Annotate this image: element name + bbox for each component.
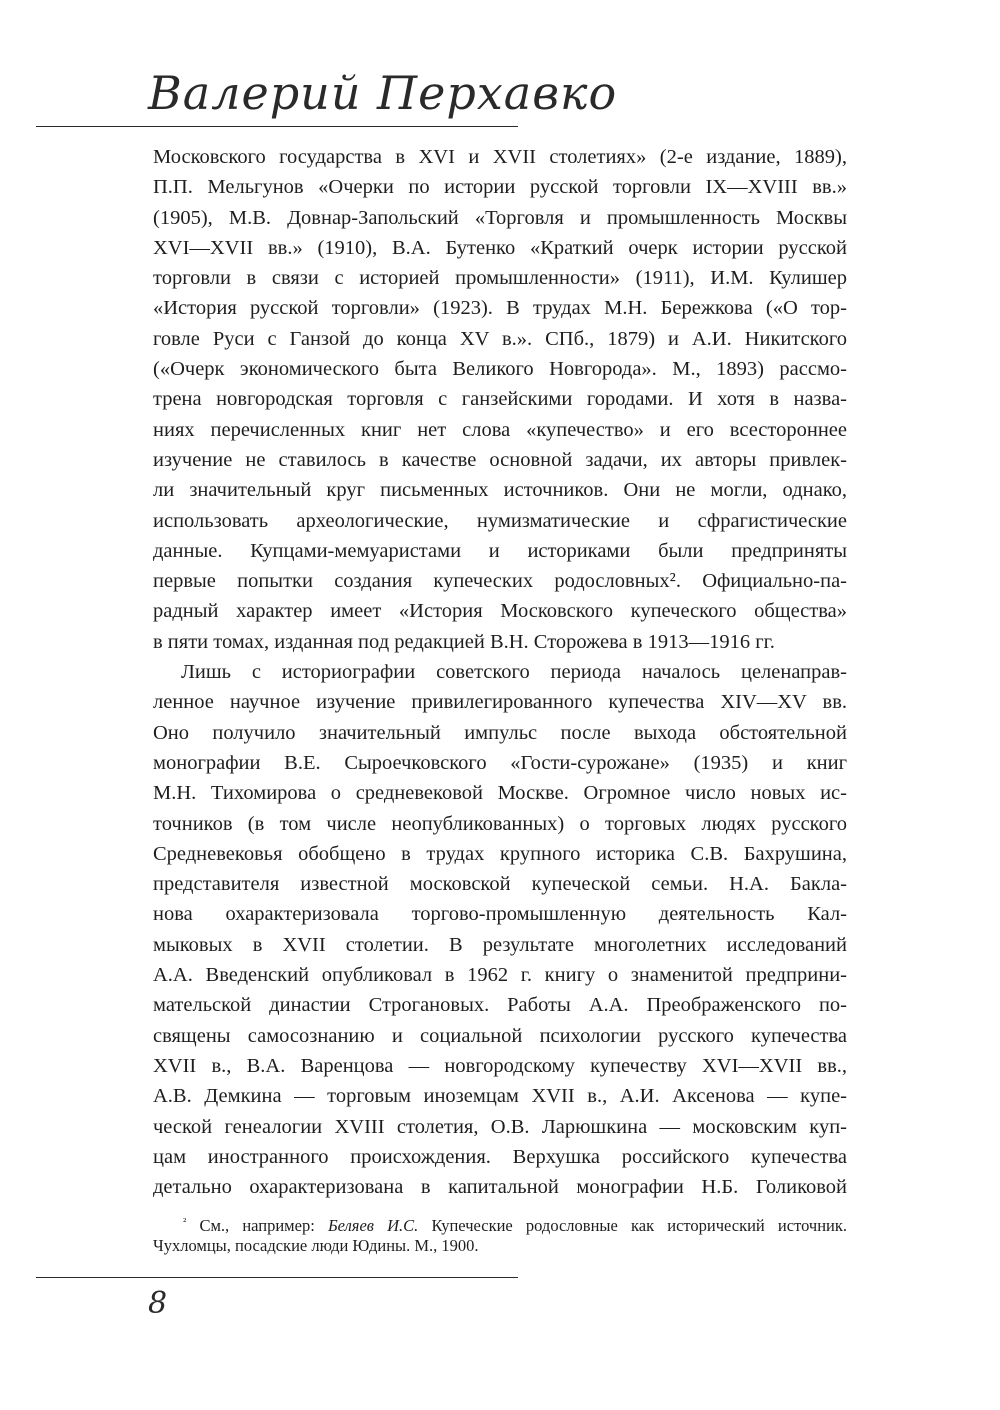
body-line: представителя известной московской купеческой семьи. Н.А. Бакла- (153, 873, 847, 896)
body-line: данные. Купцами-мемуаристами и историками были предприняты (153, 539, 847, 562)
body-line: детально охарактеризована в капитальной монографии Н.Б. Голиковой (153, 1176, 847, 1199)
body-line: цам иностранного происхождения. Верхушка российского купечества (153, 1145, 847, 1168)
footnote-title: Купеческие родословные как исторический источник. (418, 1216, 848, 1235)
body-line: нова охарактеризовала торгово-промышленную деятельность Кал- (153, 903, 847, 926)
body-line: мательской династии Строгановых. Работы А.А. Преображенского по- (153, 994, 847, 1017)
header-rule (36, 126, 518, 127)
body-line: А.В. Демкина — торговым иноземцам XVII в., А.И. Аксенова — купе- (153, 1085, 847, 1108)
body-line: первые попытки создания купеческих родословных². Официально-па- (153, 570, 847, 593)
page-number: 8 (148, 1286, 168, 1321)
body-line: М.Н. Тихомирова о средневековой Москве. Огромное число новых ис- (153, 782, 847, 805)
footer-rule (36, 1277, 518, 1278)
footnote-marker: ² (183, 1216, 187, 1228)
footnote-prefix: См., например: (186, 1216, 328, 1235)
body-line: торговли в связи с историей промышленности» (1911), И.М. Кулишер (153, 267, 847, 290)
body-line: трена новгородская торговля с ганзейскими городами. И хотя в назва- (153, 388, 847, 411)
body-line: XVI—XVII вв.» (1910), В.А. Бутенко «Краткий очерк истории русской (153, 236, 847, 259)
body-line: использовать археологические, нумизматические и сфрагистические (153, 509, 847, 532)
footnote-line: Чухломцы, посадские люди Юдины. М., 1900. (153, 1236, 479, 1255)
body-line: священы самосознанию и социальной психологии русского купечества (153, 1024, 847, 1047)
body-line: говле Руси с Ганзой до конца XV в.». СПб., 1879) и А.И. Никитского (153, 327, 847, 350)
body-line: («Очерк экономического быта Великого Новгорода». М., 1893) рассмо- (153, 358, 847, 381)
body-line: Лишь с историографии советского периода началось целенаправ- (181, 661, 847, 684)
body-line: изучение не ставилось в качестве основной задачи, их авторы привлек- (153, 448, 847, 471)
running-title: Валерий Перхавко (148, 66, 618, 120)
body-line: мыковых в XVII столетии. В результате многолетних исследований (153, 933, 847, 956)
body-line: XVII в., В.А. Варенцова — новгородскому купечеству XVI—XVII вв., (153, 1054, 847, 1077)
body-line: точников (в том числе неопубликованных) о торговых людях русского (153, 812, 847, 835)
body-text (153, 142, 847, 1202)
body-line: (1905), М.В. Довнар-Запольский «Торговля и промышленность Москвы (153, 206, 847, 229)
body-line: Средневековья обобщено в трудах крупного историка С.В. Бахрушина, (153, 842, 847, 865)
body-line: ленное научное изучение привилегированного купечества XIV—XV вв. (153, 691, 847, 714)
body-line: ли значительный круг письменных источников. Они не могли, однако, (153, 479, 847, 502)
body-line: монографии В.Е. Сыроечковского «Гости-сурожане» (1935) и книг (153, 751, 847, 774)
body-line: ниях перечисленных книг нет слова «купечество» и его всестороннее (153, 418, 847, 441)
body-line: «История русской торговли» (1923). В трудах М.Н. Бережкова («О тор- (153, 297, 847, 320)
body-line: П.П. Мельгунов «Очерки по истории русской торговли IX—XVIII вв.» (153, 176, 847, 199)
body-line: ческой генеалогии XVIII столетия, О.В. Ларюшкина — московским куп- (153, 1115, 847, 1138)
body-line: радный характер имеет «История Московского купеческого общества» (153, 600, 847, 623)
footnote-author: Беляев И.С. (327, 1216, 419, 1235)
body-line: А.А. Введенский опубликовал в 1962 г. книгу о знаменитой предприни- (153, 964, 847, 987)
footnote (153, 1211, 847, 1257)
body-line: Оно получило значительный импульс после выхода обстоятельной (153, 721, 847, 744)
footnote-line (153, 1211, 847, 1234)
body-line: Московского государства в XVI и XVII столетиях» (2-е издание, 1889), (153, 146, 847, 168)
body-line: в пяти томах, изданная под редакцией В.Н. Сторожева в 1913—1916 гг. (153, 630, 775, 653)
